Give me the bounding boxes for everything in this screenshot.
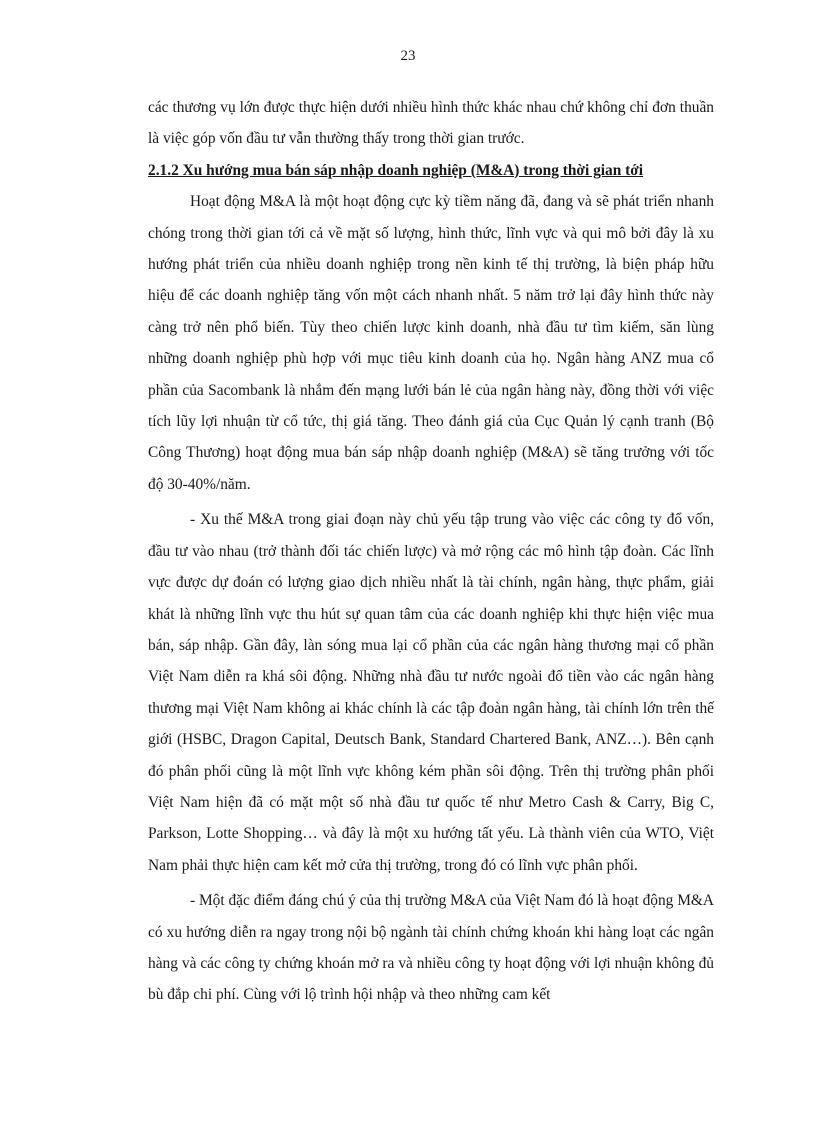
page-number: 23: [400, 48, 416, 64]
body-paragraph: - Một đặc điểm đáng chú ý của thị trường M&A của Việt Nam đó là hoạt động M&A có xu hướng diễn ra ngay trong nội bộ ngành tài chính chứng khoán khi hàng loạt các ngân hàng và các công ty chứng khoán mở ra và nhiều công ty hoạt động với lợi nhuận không đủ bù đắp chi phí. Cùng với lộ trình hội nhập và theo những cam kết: [148, 892, 714, 1004]
body-paragraph: Hoạt động M&A là một hoạt động cực kỳ tiềm năng đã, đang và sẽ phát triển nhanh chóng trong thời gian tới cả về mặt số lượng, hình thức, lĩnh vực và qui mô bởi đây là xu hướng phát triển của nhiều doanh nghiệp trong nền kinh tế thị trường, là biện pháp hữu hiệu để các doanh nghiệp tăng vốn một cách nhanh nhất. 5 năm trở lại đây hình thức này càng trở nên phổ biến. Tùy theo chiến lược kinh doanh, nhà đầu tư tìm kiếm, săn lùng những doanh nghiệp phù hợp với mục tiêu kinh doanh của họ. Ngân hàng ANZ mua cổ phần của Sacombank là nhắm đến mạng lưới bán lẻ của ngân hàng này, đồng thời với việc tích lũy lợi nhuận từ cổ tức, thị giá tăng. Theo đánh giá của Cục Quản lý cạnh tranh (Bộ Công Thương) hoạt động mua bán sáp nhập doanh nghiệp (M&A) sẽ tăng trưởng với tốc độ 30-40%/năm.: [148, 193, 714, 493]
document-body: [148, 92, 714, 1011]
body-paragraph: - Xu thế M&A trong giai đoạn này chủ yếu tập trung vào việc các công ty đổ vốn, đầu tư vào nhau (trở thành đối tác chiến lược) và mở rộng các mô hình tập đoàn. Các lĩnh vực được dự đoán có lượng giao dịch nhiều nhất là tài chính, ngân hàng, thực phẩm, giải khát là những lĩnh vực thu hút sự quan tâm của các doanh nghiệp khi thực hiện việc mua bán, sáp nhập. Gần đây, làn sóng mua lại cổ phần của các ngân hàng thương mại cổ phần Việt Nam diễn ra khá sôi động. Những nhà đầu tư nước ngoài đổ tiền vào các ngân hàng thương mại Việt Nam không ai khác chính là các tập đoàn ngân hàng, tài chính lớn trên thế giới (HSBC, Dragon Capital, Deutsch Bank, Standard Chartered Bank, ANZ…). Bên cạnh đó phân phối cũng là một lĩnh vực không kém phần sôi động. Trên thị trường phân phối Việt Nam hiện đã có mặt một số nhà đầu tư quốc tế như Metro Cash & Carry, Big C, Parkson, Lotte Shopping… và đây là một xu hướng tất yếu. Là thành viên của WTO, Việt Nam phải thực hiện cam kết mở cửa thị trường, trong đó có lĩnh vực phân phối.: [148, 511, 714, 874]
section-heading: 2.1.2 Xu hướng mua bán sáp nhập doanh nghiệp (M&A) trong thời gian tới: [148, 161, 644, 179]
intro-paragraph: các thương vụ lớn được thực hiện dưới nhiều hình thức khác nhau chứ không chỉ đơn thuần là việc góp vốn đầu tư vẫn thường thấy trong thời gian trước.: [148, 99, 714, 148]
